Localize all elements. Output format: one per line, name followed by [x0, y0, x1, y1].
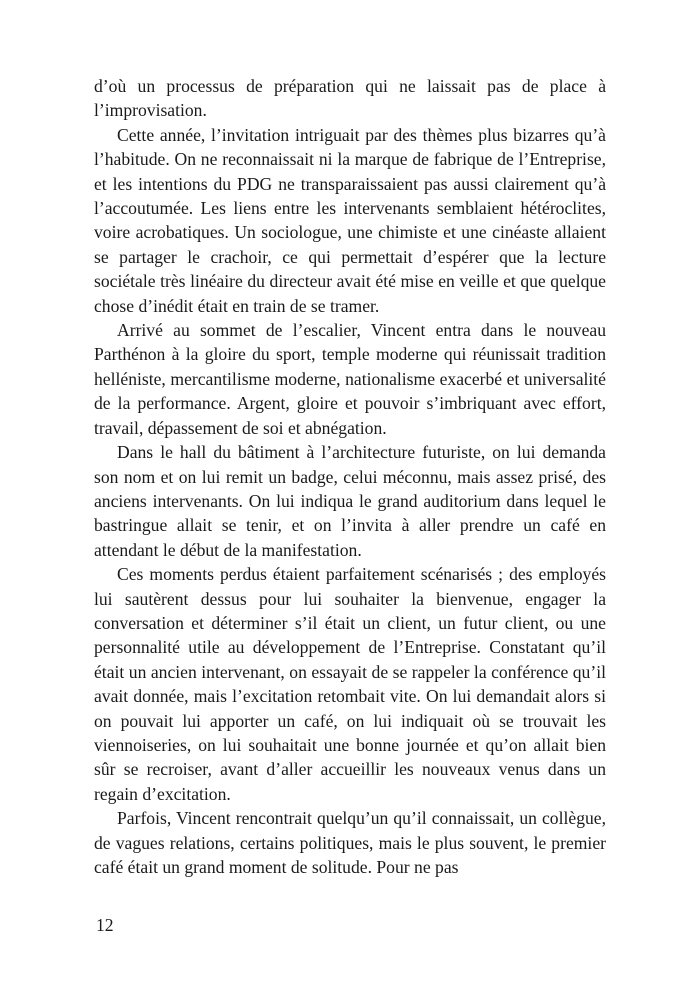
- paragraph-invitation: Cette année, l’invitation intriguait par des thèmes plus bizarres qu’à l’habitude. On ne reconnaissait ni la marque de fabrique de l’Entreprise, et les intentions du PDG ne transparaissaient pas aussi clairement qu’à l’accoutumée. Les liens entre les intervenants semblaient hétéroclites, voire acrobatiques. Un sociologue, une chimiste et une cinéaste allaient se partager le crachoir, ce qui permettait d’espérer que la lecture sociétale très linéaire du directeur avait été mise en veille et que quelque chose d’inédit était en train de se tramer.: [94, 124, 606, 316]
- page-number: 12: [96, 915, 114, 935]
- paragraph-escalier: Arrivé au sommet de l’escalier, Vincent entra dans le nouveau Parthénon à la gloire du sport, temple moderne qui réunissait tradition helléniste, mercantilisme moderne, nationalisme exacerbé et universalité de la performance. Argent, gloire et pouvoir s’imbriquant avec effort, travail, dépassement de soi et abnégation.: [94, 320, 606, 438]
- paragraph-hall: Dans le hall du bâtiment à l’architecture futuriste, on lui demanda son nom et on lui remit un badge, celui méconnu, mais assez prisé, des anciens intervenants. On lui indiqua le grand auditorium dans lequel le bastringue allait se tenir, et on l’invita à aller prendre un café en attendant le début de la manifestation.: [94, 442, 606, 560]
- paragraph-continuation: d’où un processus de préparation qui ne laissait pas de place à l’improvisation.: [94, 76, 606, 121]
- paragraph-parfois: Parfois, Vincent rencontrait quelqu’un qu’il connaissait, un collègue, de vagues relations, certains politiques, mais le plus souvent, le premier café était un grand moment de solitude. Pour ne pas: [94, 808, 606, 877]
- paragraph-moments-perdus: Ces moments perdus étaient parfaitement scénarisés ; des employés lui sautèrent dessus pour lui souhaiter la bienvenue, engager la conversation et déterminer s’il était un client, un futur client, ou une personnalité utile au développement de l’Entreprise. Constatant qu’il était un ancien intervenant, on essayait de se rappeler la conférence qu’il avait donnée, mais l’excitation retombait vite. On lui demandait alors si on pouvait lui apporter un café, on lui indiquait où se trouvait les viennoiseries, on lui souhaitait une bonne journée et qu’on allait bien sûr se recroiser, avant d’aller accueillir les nouveaux venus dans un regain d’excitation.: [94, 564, 606, 804]
- page-body: [94, 74, 606, 879]
